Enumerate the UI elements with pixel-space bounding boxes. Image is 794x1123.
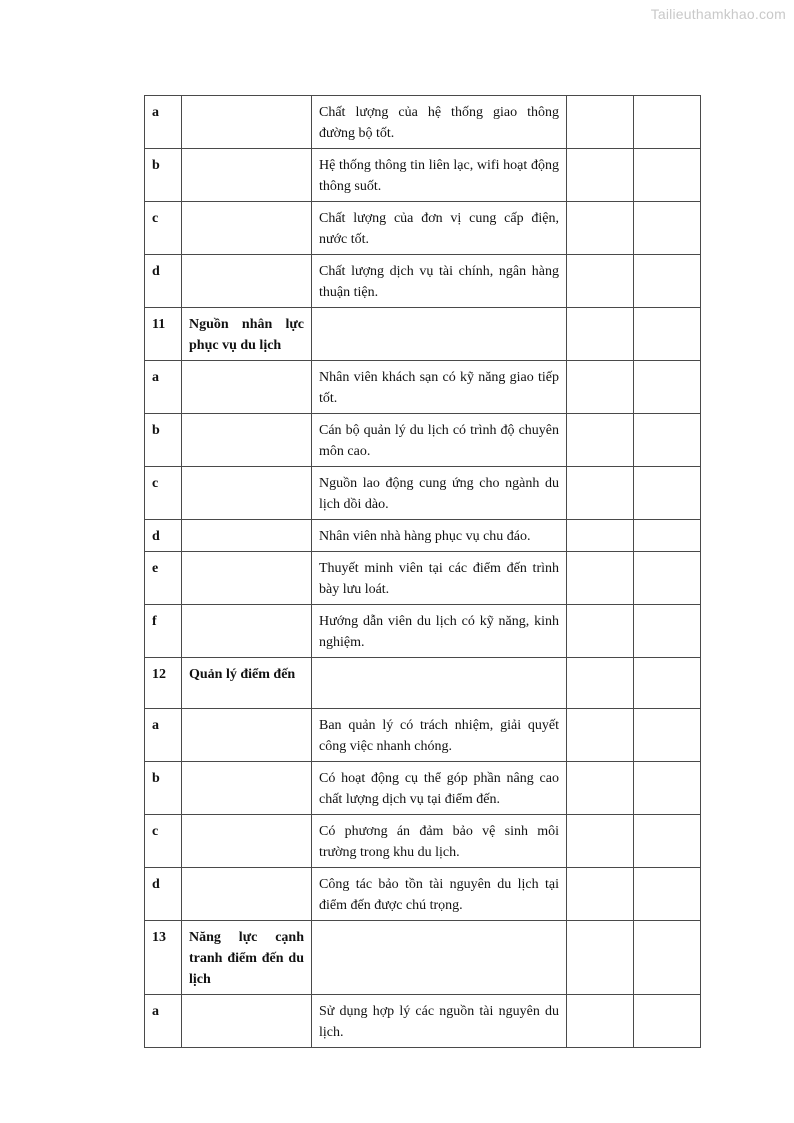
table-row bbox=[145, 709, 701, 762]
rating-cell bbox=[634, 552, 701, 605]
rating-cell bbox=[634, 255, 701, 308]
section-title: Quản lý điểm đến bbox=[182, 658, 312, 709]
rating-cell bbox=[567, 414, 634, 467]
row-number: b bbox=[145, 762, 182, 815]
description-cell: Nhân viên nhà hàng phục vụ chu đáo. bbox=[312, 520, 567, 552]
section-title: Nguồn nhân lực phục vụ du lịch bbox=[182, 308, 312, 361]
factor-cell bbox=[182, 96, 312, 149]
description-cell: Ban quản lý có trách nhiệm, giải quyết công việc nhanh chóng. bbox=[312, 709, 567, 762]
rating-cell bbox=[634, 815, 701, 868]
rating-cell bbox=[634, 149, 701, 202]
rating-cell bbox=[634, 868, 701, 921]
rating-cell bbox=[567, 308, 634, 361]
factor-cell bbox=[182, 762, 312, 815]
factor-cell bbox=[182, 815, 312, 868]
rating-cell bbox=[567, 552, 634, 605]
section-number: 11 bbox=[145, 308, 182, 361]
factor-cell bbox=[182, 605, 312, 658]
description-cell bbox=[312, 658, 567, 709]
rating-cell bbox=[634, 96, 701, 149]
survey-table bbox=[144, 95, 701, 1048]
row-number: c bbox=[145, 815, 182, 868]
description-cell bbox=[312, 921, 567, 995]
description-cell: Hướng dẫn viên du lịch có kỹ năng, kinh nghiệm. bbox=[312, 605, 567, 658]
table-row bbox=[145, 605, 701, 658]
description-cell: Chất lượng của đơn vị cung cấp điện, nước tốt. bbox=[312, 202, 567, 255]
row-number: d bbox=[145, 520, 182, 552]
table-row bbox=[145, 96, 701, 149]
rating-cell bbox=[634, 202, 701, 255]
rating-cell bbox=[567, 96, 634, 149]
rating-cell bbox=[567, 995, 634, 1048]
description-cell bbox=[312, 308, 567, 361]
row-number: b bbox=[145, 149, 182, 202]
rating-cell bbox=[567, 467, 634, 520]
rating-cell bbox=[567, 520, 634, 552]
table-row bbox=[145, 149, 701, 202]
rating-cell bbox=[567, 605, 634, 658]
description-cell: Nguồn lao động cung ứng cho ngành du lịch dồi dào. bbox=[312, 467, 567, 520]
rating-cell bbox=[634, 520, 701, 552]
table-row bbox=[145, 414, 701, 467]
description-cell: Nhân viên khách sạn có kỹ năng giao tiếp tốt. bbox=[312, 361, 567, 414]
description-cell: Sử dụng hợp lý các nguồn tài nguyên du lịch. bbox=[312, 995, 567, 1048]
row-number: a bbox=[145, 709, 182, 762]
table-row bbox=[145, 361, 701, 414]
rating-cell bbox=[567, 762, 634, 815]
section-number: 12 bbox=[145, 658, 182, 709]
watermark-text: Tailieuthamkhao.com bbox=[650, 6, 786, 22]
row-number: a bbox=[145, 361, 182, 414]
table-row bbox=[145, 815, 701, 868]
rating-cell bbox=[634, 308, 701, 361]
rating-cell bbox=[567, 149, 634, 202]
table-row bbox=[145, 552, 701, 605]
factor-cell bbox=[182, 149, 312, 202]
row-number: b bbox=[145, 414, 182, 467]
description-cell: Hệ thống thông tin liên lạc, wifi hoạt động thông suốt. bbox=[312, 149, 567, 202]
description-cell: Cán bộ quản lý du lịch có trình độ chuyên môn cao. bbox=[312, 414, 567, 467]
factor-cell bbox=[182, 414, 312, 467]
section-row bbox=[145, 658, 701, 709]
factor-cell bbox=[182, 552, 312, 605]
factor-cell bbox=[182, 868, 312, 921]
row-number: d bbox=[145, 255, 182, 308]
factor-cell bbox=[182, 202, 312, 255]
rating-cell bbox=[634, 658, 701, 709]
table-row bbox=[145, 868, 701, 921]
row-number: c bbox=[145, 467, 182, 520]
factor-cell bbox=[182, 995, 312, 1048]
description-cell: Thuyết minh viên tại các điểm đến trình bày lưu loát. bbox=[312, 552, 567, 605]
rating-cell bbox=[634, 762, 701, 815]
rating-cell bbox=[634, 709, 701, 762]
factor-cell bbox=[182, 467, 312, 520]
rating-cell bbox=[634, 605, 701, 658]
rating-cell bbox=[634, 414, 701, 467]
row-number: c bbox=[145, 202, 182, 255]
factor-cell bbox=[182, 255, 312, 308]
rating-cell bbox=[567, 361, 634, 414]
rating-cell bbox=[567, 868, 634, 921]
rating-cell bbox=[634, 361, 701, 414]
factor-cell bbox=[182, 709, 312, 762]
table-row bbox=[145, 762, 701, 815]
rating-cell bbox=[567, 658, 634, 709]
table-row bbox=[145, 520, 701, 552]
row-number: a bbox=[145, 995, 182, 1048]
row-number: e bbox=[145, 552, 182, 605]
factor-cell bbox=[182, 361, 312, 414]
section-title: Năng lực cạnh tranh điểm đến du lịch bbox=[182, 921, 312, 995]
description-cell: Có hoạt động cụ thể góp phần nâng cao chất lượng dịch vụ tại điểm đến. bbox=[312, 762, 567, 815]
table-row bbox=[145, 202, 701, 255]
section-number: 13 bbox=[145, 921, 182, 995]
rating-cell bbox=[634, 467, 701, 520]
table-row bbox=[145, 995, 701, 1048]
rating-cell bbox=[634, 995, 701, 1048]
section-row bbox=[145, 308, 701, 361]
rating-cell bbox=[634, 921, 701, 995]
description-cell: Có phương án đảm bảo vệ sinh môi trường trong khu du lịch. bbox=[312, 815, 567, 868]
rating-cell bbox=[567, 255, 634, 308]
rating-cell bbox=[567, 202, 634, 255]
row-number: f bbox=[145, 605, 182, 658]
description-cell: Chất lượng của hệ thống giao thông đường bộ tốt. bbox=[312, 96, 567, 149]
rating-cell bbox=[567, 709, 634, 762]
description-cell: Chất lượng dịch vụ tài chính, ngân hàng thuận tiện. bbox=[312, 255, 567, 308]
description-cell: Công tác bảo tồn tài nguyên du lịch tại điểm đến được chú trọng. bbox=[312, 868, 567, 921]
rating-cell bbox=[567, 815, 634, 868]
factor-cell bbox=[182, 520, 312, 552]
row-number: a bbox=[145, 96, 182, 149]
row-number: d bbox=[145, 868, 182, 921]
table-row bbox=[145, 467, 701, 520]
rating-cell bbox=[567, 921, 634, 995]
table-row bbox=[145, 255, 701, 308]
section-row bbox=[145, 921, 701, 995]
